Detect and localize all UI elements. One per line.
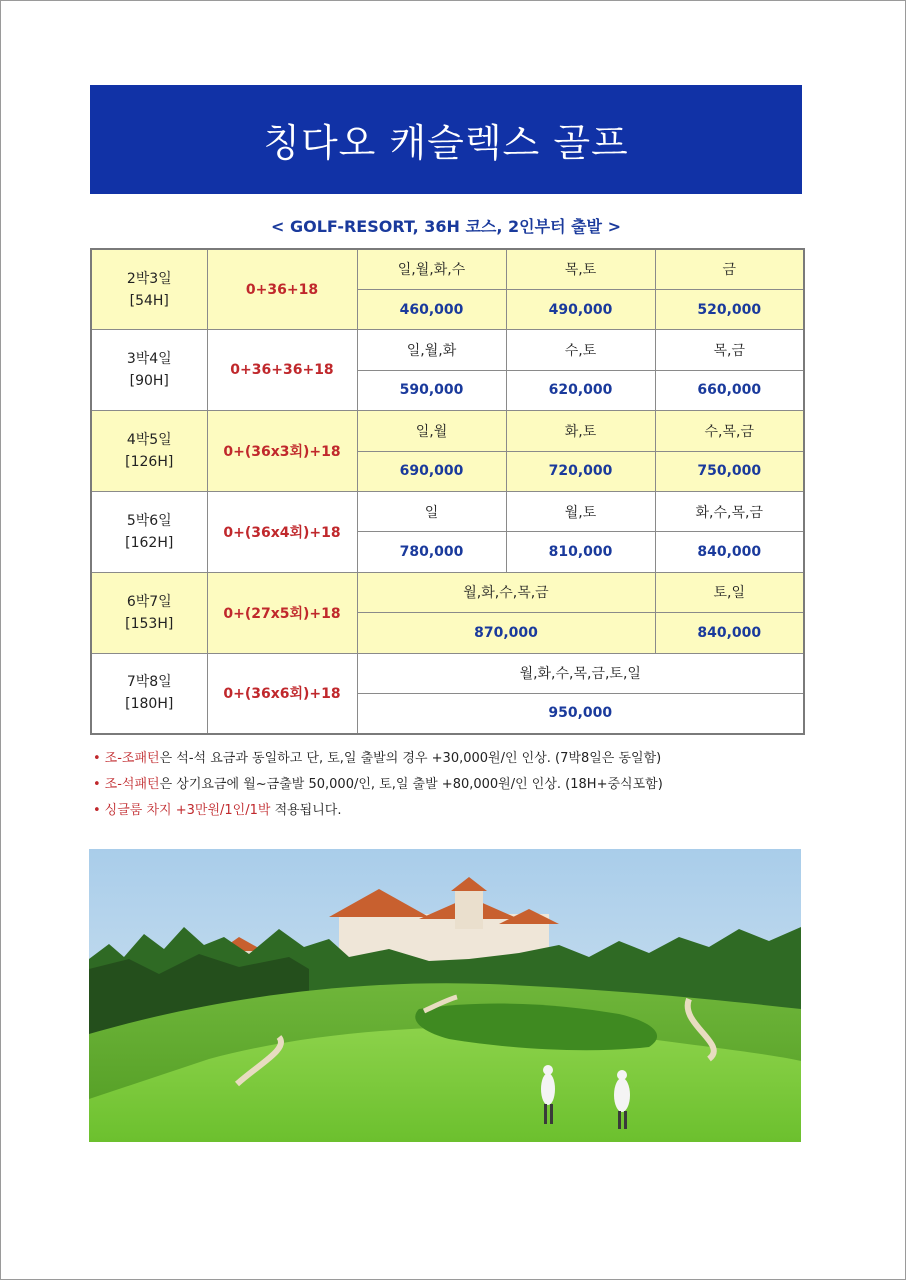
package-rounds: 0+(36x4회)+18 [207, 491, 357, 572]
note-highlight: 싱글룸 차지 +3만원/1인/1박 [104, 803, 271, 818]
price-value: 840,000 [655, 532, 804, 572]
package-label [91, 653, 207, 734]
table-row [91, 330, 804, 370]
package-label [91, 330, 207, 411]
price-value: 660,000 [655, 370, 804, 410]
package-rounds: 0+36+36+18 [207, 330, 357, 411]
bullet-icon: • [93, 751, 101, 766]
price-value: 490,000 [506, 289, 655, 329]
price-value: 780,000 [357, 532, 506, 572]
note-item [93, 746, 813, 772]
package-holes: [153H] [125, 615, 174, 632]
price-value: 870,000 [357, 613, 655, 653]
departure-days: 수,목,금 [655, 411, 804, 451]
table-row [91, 411, 804, 451]
price-table [90, 248, 805, 735]
price-value: 750,000 [655, 451, 804, 491]
package-nights: 6박7일 [126, 593, 172, 610]
package-nights: 5박6일 [126, 512, 172, 529]
table-row [91, 249, 804, 289]
package-holes: [54H] [129, 292, 169, 309]
package-nights: 7박8일 [126, 674, 172, 691]
package-rounds: 0+(36x6회)+18 [207, 653, 357, 734]
departure-days: 목,토 [506, 249, 655, 289]
package-label [91, 249, 207, 330]
golf-course-photo [89, 849, 801, 1142]
note-highlight: 조-조패턴 [104, 751, 160, 766]
departure-days: 수,토 [506, 330, 655, 370]
package-nights: 4박5일 [126, 432, 172, 449]
departure-days: 금 [655, 249, 804, 289]
price-value: 810,000 [506, 532, 655, 572]
package-holes: [180H] [125, 696, 174, 713]
price-value: 840,000 [655, 613, 804, 653]
notes-list [93, 746, 813, 824]
bullet-icon: • [93, 777, 101, 792]
note-highlight: 조-석패턴 [104, 777, 160, 792]
departure-days: 목,금 [655, 330, 804, 370]
subtitle: < GOLF-RESORT, 36H 코스, 2인부터 출발 > [271, 217, 621, 236]
table-row [91, 572, 804, 612]
package-label [91, 572, 207, 653]
departure-days: 일,월 [357, 411, 506, 451]
departure-days: 월,토 [506, 491, 655, 531]
package-rounds: 0+(36x3회)+18 [207, 411, 357, 492]
price-value: 590,000 [357, 370, 506, 410]
bullet-icon: • [93, 803, 101, 818]
note-item [93, 798, 813, 824]
note-text: 은 상기요금에 월~금출발 50,000/인, 토,일 출발 +80,000원/인 인상. (18H+중식포함) [159, 777, 663, 792]
departure-days: 화,토 [506, 411, 655, 451]
price-value: 950,000 [357, 693, 804, 734]
departure-days: 일,월,화,수 [357, 249, 506, 289]
departure-days: 일 [357, 491, 506, 531]
price-value: 520,000 [655, 289, 804, 329]
departure-days: 일,월,화 [357, 330, 506, 370]
package-rounds: 0+36+18 [207, 249, 357, 330]
package-holes: [90H] [129, 373, 169, 390]
title-banner [90, 85, 802, 194]
price-value: 620,000 [506, 370, 655, 410]
departure-days: 화,수,목,금 [655, 491, 804, 531]
package-nights: 3박4일 [126, 351, 172, 368]
package-holes: [126H] [125, 454, 174, 471]
departure-days: 월,화,수,목,금 [357, 572, 655, 612]
package-rounds: 0+(27x5회)+18 [207, 572, 357, 653]
departure-days: 월,화,수,목,금,토,일 [357, 653, 804, 693]
table-row [91, 653, 804, 693]
note-text: 적용됩니다. [270, 803, 342, 818]
package-label [91, 491, 207, 572]
price-value: 720,000 [506, 451, 655, 491]
price-value: 460,000 [357, 289, 506, 329]
package-label [91, 411, 207, 492]
page-title: 칭다오 캐슬렉스 골프 [263, 121, 629, 165]
package-holes: [162H] [125, 534, 174, 551]
note-text: 은 석-석 요금과 동일하고 단, 토,일 출발의 경우 +30,000원/인 인상. (7박8일은 동일함) [159, 751, 662, 766]
package-nights: 2박3일 [126, 270, 172, 287]
price-value: 690,000 [357, 451, 506, 491]
departure-days: 토,일 [655, 572, 804, 612]
table-row [91, 491, 804, 531]
note-item [93, 772, 813, 798]
